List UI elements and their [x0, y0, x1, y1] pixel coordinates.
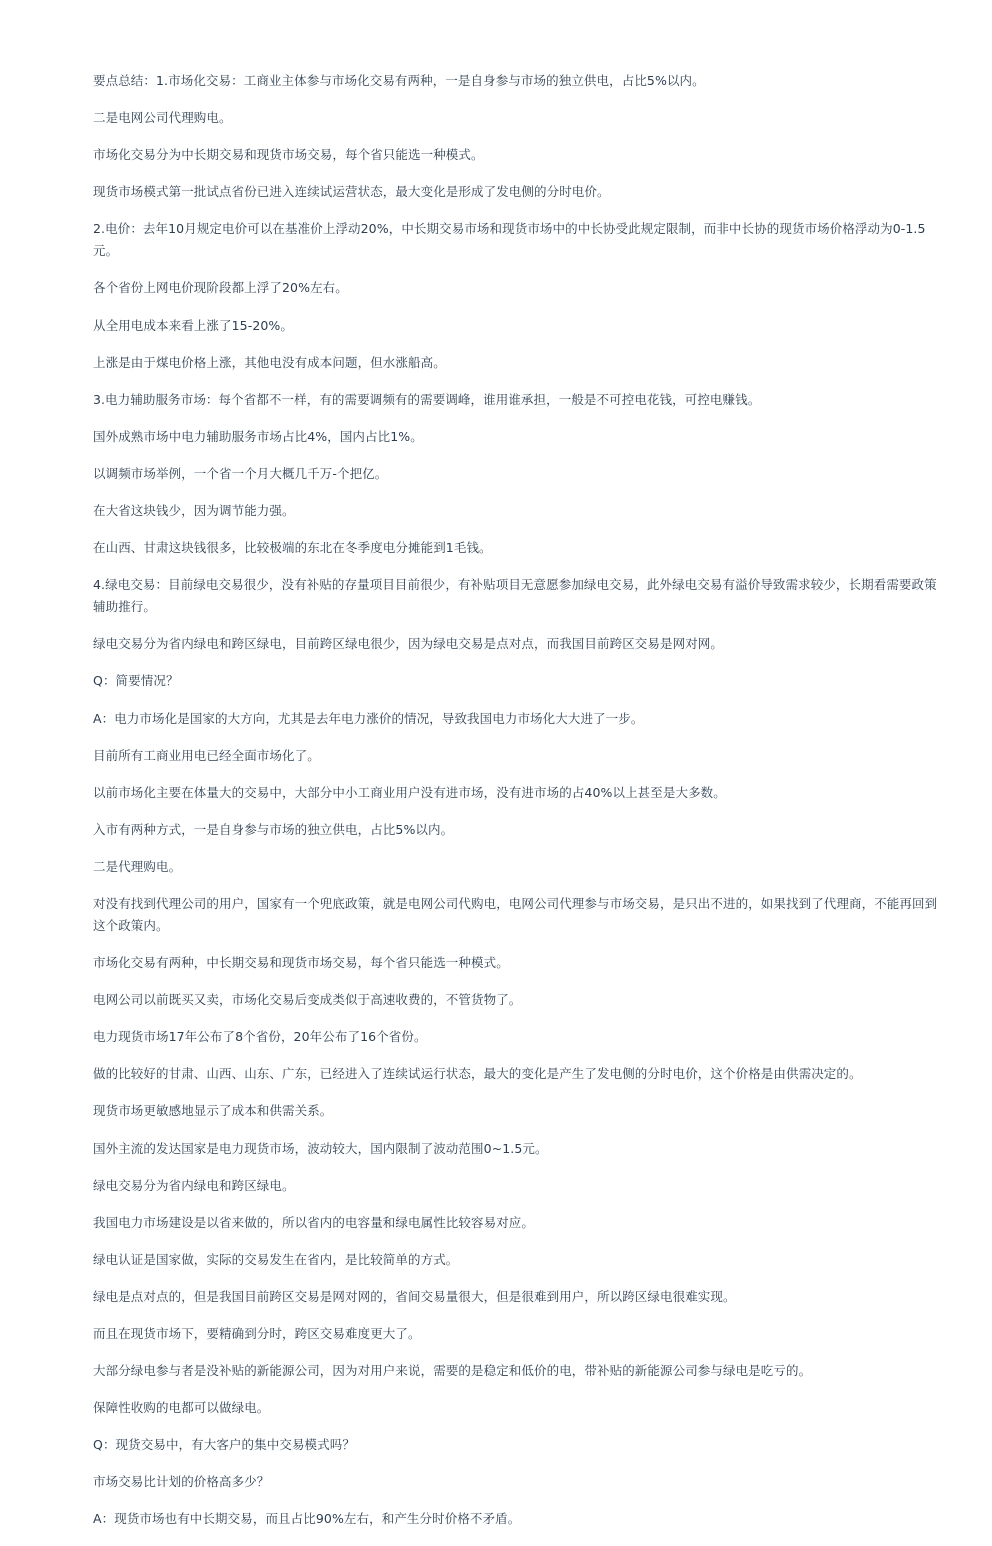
- paragraph: 绿电是点对点的，但是我国目前跨区交易是网对网的，省间交易量很大，但是很难到用户，所以跨区绿电很难实现。: [93, 1288, 736, 1304]
- paragraph: 2.电价：去年10月规定电价可以在基准价上浮动20%，中长期交易市场和现货市场中的中长协受此规定限制，而非中长协的现货市场价格浮动为0-1.5元。: [93, 221, 926, 259]
- paragraph: A：现货市场也有中长期交易，而且占比90%左右，和产生分时价格不矛盾。: [93, 1511, 521, 1527]
- paragraph: 国外主流的发达国家是电力现货市场，波动较大，国内限制了波动范围0~1.5元。: [93, 1140, 548, 1156]
- paragraph: Q：现货交易中，有大客户的集中交易模式吗？: [93, 1437, 355, 1453]
- paragraph: 市场交易比计划的价格高多少？: [93, 1474, 270, 1490]
- paragraph: 电力现货市场17年公布了8个省份，20年公布了16个省份。: [93, 1029, 427, 1045]
- paragraph: 3.电力辅助服务市场：每个省都不一样，有的需要调频有的需要调峰，谁用谁承担，一般是不可控电花钱，可控电赚钱。: [93, 391, 761, 407]
- paragraph: 各个省份上网电价现阶段都上浮了20%左右。: [93, 280, 348, 296]
- paragraph: A：电力市场化是国家的大方向，尤其是去年电力涨价的情况，导致我国电力市场化大大进了一步。: [93, 710, 644, 726]
- paragraph: 在山西、甘肃这块钱很多，比较极端的东北在冬季度电分摊能到1毛钱。: [93, 540, 492, 556]
- paragraph: 市场化交易分为中长期交易和现货市场交易，每个省只能选一种模式。: [93, 147, 484, 163]
- paragraph: 从全用电成本来看上涨了15-20%。: [93, 317, 293, 333]
- paragraph: 而且在现货市场下，要精确到分时，跨区交易难度更大了。: [93, 1326, 421, 1341]
- paragraph: 在大省这块钱少，因为调节能力强。: [93, 503, 295, 519]
- paragraph: 市场化交易有两种，中长期交易和现货市场交易，每个省只能选一种模式。: [93, 955, 509, 971]
- paragraph: 绿电认证是国家做，实际的交易发生在省内，是比较简单的方式。: [93, 1251, 459, 1267]
- paragraph: 上涨是由于煤电价格上涨，其他电没有成本问题，但水涨船高。: [93, 354, 446, 370]
- paragraph: 要点总结：1.市场化交易：工商业主体参与市场化交易有两种，一是自身参与市场的独立供电，占比5%以内。: [93, 73, 705, 88]
- paragraph: Q：简要情况？: [93, 673, 179, 689]
- paragraph: 二是电网公司代理购电。: [93, 110, 232, 126]
- paragraph: 国外成熟市场中电力辅助服务市场占比4%，国内占比1%。: [93, 428, 423, 444]
- paragraph: 我国电力市场建设是以省来做的，所以省内的电容量和绿电属性比较容易对应。: [93, 1214, 535, 1230]
- paragraph: 大部分绿电参与者是没补贴的新能源公司，因为对用户来说，需要的是稳定和低价的电，带补贴的新能源公司参与绿电是吃亏的。: [93, 1363, 812, 1379]
- paragraph: 对没有找到代理公司的用户，国家有一个兜底政策，就是电网公司代购电，电网公司代理参与市场交易，是只出不进的，如果找到了代理商，不能再回到这个政策内。: [93, 895, 938, 933]
- paragraph: 绿电交易分为省内绿电和跨区绿电。: [93, 1177, 295, 1193]
- paragraph: 二是代理购电。: [93, 858, 182, 874]
- paragraph: 以调频市场举例，一个省一个月大概几千万-个把亿。: [93, 465, 388, 481]
- paragraph: 目前所有工商业用电已经全面市场化了。: [93, 747, 320, 763]
- paragraph: 以前市场化主要在体量大的交易中，大部分中小工商业用户没有进市场，没有进市场的占40%以上甚至是大多数。: [93, 784, 726, 800]
- paragraph: 4.绿电交易：目前绿电交易很少，没有补贴的存量项目目前很少，有补贴项目无意愿参加绿电交易，此外绿电交易有溢价导致需求较少，长期看需要政策辅助推行。: [93, 577, 937, 615]
- paragraph: 做的比较好的甘肃、山西、山东、广东，已经进入了连续试运行状态，最大的变化是产生了发电侧的分时电价，这个价格是由供需决定的。: [93, 1066, 862, 1082]
- document-body: [93, 70, 945, 1546]
- paragraph: 绿电交易分为省内绿电和跨区绿电，目前跨区绿电很少，因为绿电交易是点对点，而我国目前跨区交易是网对网。: [93, 636, 724, 652]
- paragraph: 入市有两种方式，一是自身参与市场的独立供电，占比5%以内。: [93, 821, 454, 837]
- paragraph: 保障性收购的电都可以做绿电。: [93, 1400, 270, 1416]
- paragraph: 现货市场模式第一批试点省份已进入连续试运营状态，最大变化是形成了发电侧的分时电价。: [93, 184, 610, 200]
- paragraph: 电网公司以前既买又卖，市场化交易后变成类似于高速收费的，不管货物了。: [93, 992, 522, 1008]
- paragraph: 现货市场更敏感地显示了成本和供需关系。: [93, 1103, 333, 1119]
